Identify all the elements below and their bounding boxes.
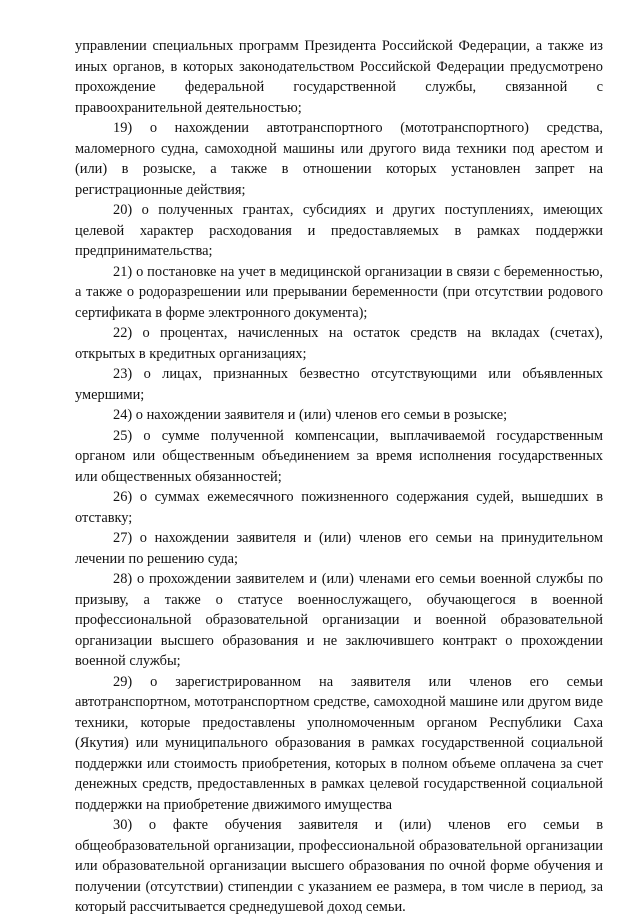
paragraph-item-29: 29) о зарегистрированном на заявителя или членов его семьи автотранспортном, мототранспортном средстве, самоходной машине или другом виде техники, которые предоставлены уполномоченным органом Республики Саха (Якутия) или муниципального образования в рамках государственной социальной поддержки или стоимость приобретения, которых в полном объеме оплачена за счет денежных средств, предоставленных в рамках целевой государственной социальной поддержки на приобретение движимого имущества: [75, 673, 603, 813]
paragraph-item-21: 21) о постановке на учет в медицинской организации в связи с беременностью, а также о родоразрешении или прерывании беременности (при отсутствии родового сертификата в форме электронного документа);: [75, 263, 603, 321]
paragraph-item-19: 19) о нахождении автотранспортного (мототранспортного) средства, маломерного судна, самоходной машины или другого вида техники под арестом и (или) в розыске, а также в отношении которых установлен запрет на регистрационные действия;: [75, 120, 603, 198]
paragraph-item-22: 22) о процентах, начисленных на остаток средств на вкладах (счетах), открытых в кредитных организациях;: [75, 325, 603, 362]
paragraph-item-23: 23) о лицах, признанных безвестно отсутствующими или объявленных умершими;: [75, 366, 603, 403]
document-body: [75, 36, 603, 918]
paragraph-item-24: 24) о нахождении заявителя и (или) членов его семьи в розыске;: [113, 407, 508, 423]
paragraph-item-30: 30) о факте обучения заявителя и (или) членов его семьи в общеобразовательной организации, профессиональной образовательной организации или образовательной организации высшего образования по очной форме обучения и получении (отсутствии) стипендии с указанием ее размера, в том числе в период, за который рассчитывается среднедушевой доход семьи.: [75, 817, 603, 915]
paragraph-item-25: 25) о сумме полученной компенсации, выплачиваемой государственным органом или общественным объединением за время исполнения государственных или общественных обязанностей;: [75, 427, 603, 485]
paragraph-item-20: 20) о полученных грантах, субсидиях и других поступлениях, имеющих целевой характер расходования и предоставляемых в рамках поддержки предпринимательства;: [75, 202, 603, 259]
paragraph-item-28: 28) о прохождении заявителем и (или) членами его семьи военной службы по призыву, а также о статусе военнослужащего, обучающегося в военной профессиональной образовательной организации и военной образовательной организации высшего образования и не заключившего контракт о прохождении военной службы;: [75, 571, 603, 669]
paragraph-item-26: 26) о суммах ежемесячного пожизненного содержания судей, вышедших в отставку;: [75, 489, 603, 526]
paragraph-continuation: управлении специальных программ Президента Российской Федерации, а также из иных органов, в которых законодательством Российской Федерации предусмотрено прохождение федеральной государственной службы, связанной с правоохранительной деятельностью;: [75, 38, 603, 116]
paragraph-item-27: 27) о нахождении заявителя и (или) членов его семьи на принудительном лечении по решению суда;: [75, 530, 603, 567]
